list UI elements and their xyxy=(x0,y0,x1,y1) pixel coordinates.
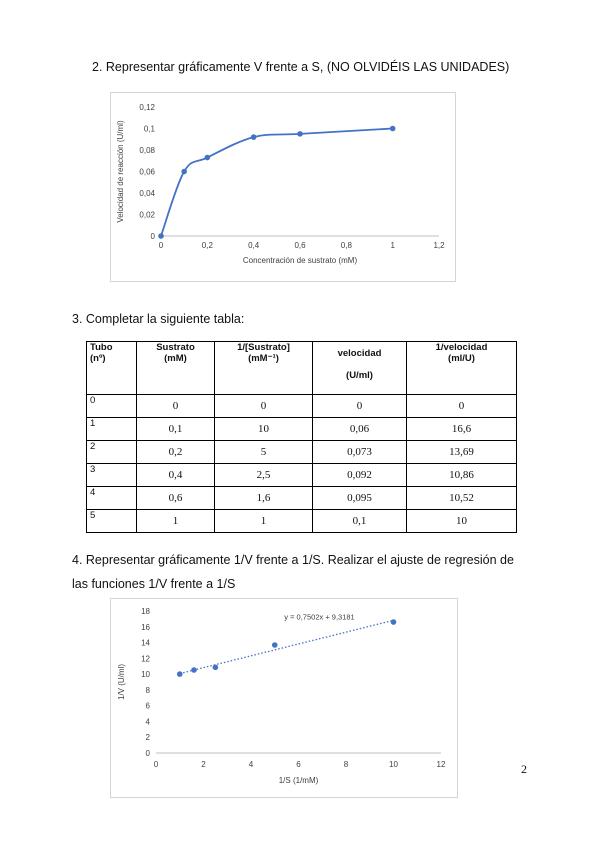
table-cell: 3 xyxy=(87,464,137,487)
y-tick-label: 0,06 xyxy=(139,167,155,177)
table-cell: 5 xyxy=(87,510,137,533)
header-velocidad-line3: (U/ml) xyxy=(346,370,373,381)
table-cell: 0,2 xyxy=(137,441,215,464)
table-cell: 16,6 xyxy=(407,418,517,441)
y-tick-label: 4 xyxy=(145,717,150,727)
x-tick-label: 1,2 xyxy=(433,241,445,250)
header-inverse-velocidad-line1: 1/velocidad xyxy=(435,342,488,353)
header-inverse-sustrato-line2: (mM⁻¹) xyxy=(248,353,279,364)
data-point xyxy=(191,667,197,673)
header-inverse-velocidad-line2: (ml/U) xyxy=(448,353,475,364)
y-axis-label: Velocidad de reacción (U/ml) xyxy=(116,120,125,223)
table-cell: 2,5 xyxy=(215,464,313,487)
x-tick-label: 10 xyxy=(389,760,398,769)
velocity-vs-substrate-chart xyxy=(110,92,456,282)
data-point xyxy=(181,169,187,175)
section-3-heading: 3. Completar la siguiente tabla: xyxy=(72,312,245,326)
x-axis-label: 1/S (1/mM) xyxy=(278,776,319,785)
y-tick-label: 2 xyxy=(145,733,150,743)
data-point xyxy=(251,134,257,140)
section-4-line1: 4. Representar gráficamente 1/V frente a 1/S. Realizar el ajuste de regresión de xyxy=(72,553,514,567)
table-cell: 5 xyxy=(215,441,313,464)
y-tick-label: 0 xyxy=(145,749,150,758)
y-tick-label: 16 xyxy=(141,622,150,632)
header-velocidad-line2 xyxy=(313,359,406,370)
y-tick-label: 0,04 xyxy=(139,189,155,198)
table-cell: 1 xyxy=(215,510,313,533)
header-tubo-line1: Tubo xyxy=(90,342,113,353)
table-cell: 0 xyxy=(313,395,407,418)
header-sustrato xyxy=(137,342,215,395)
table-row xyxy=(87,395,517,418)
y-tick-label: 6 xyxy=(145,701,150,711)
header-velocidad-line1: velocidad xyxy=(337,348,382,359)
table-cell: 0 xyxy=(407,395,517,418)
table-cell: 0 xyxy=(87,395,137,418)
header-sustrato-line2: (mM) xyxy=(164,353,187,364)
data-point xyxy=(391,619,397,625)
table-cell: 10,86 xyxy=(407,464,517,487)
table-cell: 10 xyxy=(215,418,313,441)
y-tick-label: 0,08 xyxy=(139,146,155,155)
header-tubo-line2: (nº) xyxy=(90,353,106,364)
y-tick-label: 10 xyxy=(141,670,150,680)
table-cell: 1,6 xyxy=(215,487,313,510)
table-cell: 13,69 xyxy=(407,441,517,464)
header-inverse-velocidad xyxy=(407,342,517,395)
data-series-line xyxy=(161,129,393,237)
trendline-equation: y = 0,7502x + 9,3181 xyxy=(284,612,355,622)
y-tick-label: 8 xyxy=(145,685,150,695)
y-tick-label: 18 xyxy=(141,607,150,616)
table-cell: 1 xyxy=(137,510,215,533)
x-tick-label: 0,8 xyxy=(340,241,352,250)
table-cell: 4 xyxy=(87,487,137,510)
section-4-paragraph xyxy=(72,550,542,594)
x-axis-label: Concentración de sustrato (mM) xyxy=(242,256,358,265)
x-tick-label: 0,6 xyxy=(294,241,306,250)
x-tick-label: 0,4 xyxy=(248,241,260,250)
y-tick-label: 0,1 xyxy=(143,124,155,134)
table-cell: 0,095 xyxy=(313,487,407,510)
table-cell: 0,6 xyxy=(137,487,215,510)
y-tick-label: 0,02 xyxy=(139,210,155,220)
data-point xyxy=(272,642,278,648)
x-tick-label: 4 xyxy=(248,760,254,769)
data-table xyxy=(86,341,517,533)
x-tick-label: 8 xyxy=(343,760,349,769)
table-cell: 0 xyxy=(215,395,313,418)
table-cell: 0,092 xyxy=(313,464,407,487)
table-header-row xyxy=(87,342,517,395)
x-tick-label: 0 xyxy=(153,760,159,769)
data-point xyxy=(297,131,303,137)
chart1-svg xyxy=(111,93,455,281)
data-point xyxy=(177,671,183,677)
y-axis-label: 1/V (U/ml) xyxy=(117,664,126,700)
x-tick-label: 0,2 xyxy=(201,241,213,250)
data-point xyxy=(213,665,219,671)
header-tubo xyxy=(87,342,137,395)
data-point xyxy=(390,126,396,132)
table-cell: 0,1 xyxy=(313,510,407,533)
x-tick-label: 6 xyxy=(296,760,301,769)
x-tick-label: 12 xyxy=(436,760,446,769)
lineweaver-burk-chart xyxy=(110,598,458,798)
chart2-svg xyxy=(111,599,457,797)
table-cell: 0 xyxy=(137,395,215,418)
trendline xyxy=(180,620,394,673)
y-tick-label: 0 xyxy=(150,232,155,241)
data-point xyxy=(205,155,211,161)
table-cell: 2 xyxy=(87,441,137,464)
header-inverse-sustrato-line1: 1/[Sustrato] xyxy=(237,342,290,353)
y-tick-label: 12 xyxy=(141,654,150,664)
table-cell: 10 xyxy=(407,510,517,533)
header-inverse-sustrato xyxy=(215,342,313,395)
y-tick-label: 0,12 xyxy=(139,103,155,112)
section-2-heading: 2. Representar gráficamente V frente a S, (NO OLVIDÉIS LAS UNIDADES) xyxy=(92,60,510,74)
section-4-line2: las funciones 1/V frente a 1/S xyxy=(72,577,236,591)
table-cell: 0,06 xyxy=(313,418,407,441)
header-sustrato-line1: Sustrato xyxy=(156,342,195,353)
table-row xyxy=(87,487,517,510)
table-row xyxy=(87,510,517,533)
page-number: 2 xyxy=(521,762,527,776)
table-row xyxy=(87,441,517,464)
table-cell: 0,4 xyxy=(137,464,215,487)
x-tick-label: 0 xyxy=(158,241,164,250)
table-row xyxy=(87,464,517,487)
x-tick-label: 1 xyxy=(390,241,395,250)
table-row xyxy=(87,418,517,441)
header-velocidad xyxy=(313,342,407,395)
y-tick-label: 14 xyxy=(141,638,150,648)
table-cell: 0,1 xyxy=(137,418,215,441)
table-cell: 1 xyxy=(87,418,137,441)
table-cell: 10,52 xyxy=(407,487,517,510)
x-tick-label: 2 xyxy=(201,760,206,769)
table-cell: 0,073 xyxy=(313,441,407,464)
data-point xyxy=(158,233,164,239)
